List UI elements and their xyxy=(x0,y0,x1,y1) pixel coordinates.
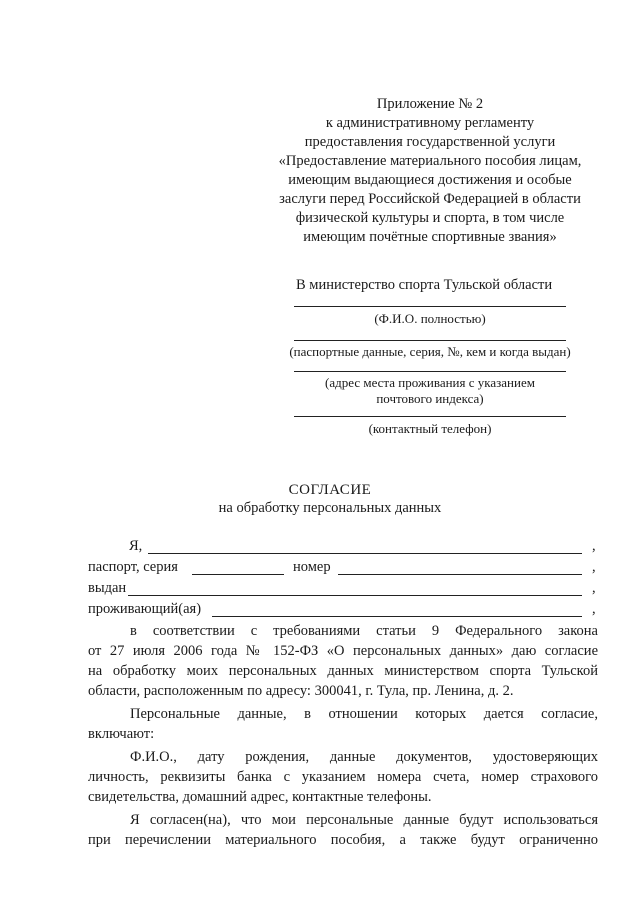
appendix-line: заслуги перед Российской Федерацией в области xyxy=(279,191,581,207)
paragraph-line: при перечислении материального пособия, а также будут ограниченно xyxy=(88,832,598,848)
address-input-line[interactable] xyxy=(294,371,566,372)
i-label: Я, xyxy=(129,538,143,554)
comma: , xyxy=(592,538,596,554)
paragraph-legal-basis xyxy=(88,641,598,701)
appendix-line: к административному регламенту xyxy=(325,115,535,131)
paragraph-line: от 27 июля 2006 года № 152-ФЗ «О персональных данных» даю согласие xyxy=(88,643,598,659)
paragraph-personal-data-intro-cont xyxy=(88,724,598,744)
passport-number-label: номер xyxy=(293,559,331,575)
paragraph-line: Я согласен(на), что мои персональные данные будут использоваться xyxy=(130,812,598,828)
appendix-line: имеющим почётные спортивные звания» xyxy=(303,229,557,245)
address-caption: (адрес места проживания с указанием xyxy=(325,375,535,390)
paragraph-consent-usage xyxy=(88,830,598,850)
paragraph-line: Персональные данные, в отношении которых дается согласие, xyxy=(130,706,598,722)
appendix-line: физической культуры и спорта, в том числе xyxy=(295,210,565,226)
i-name-input[interactable] xyxy=(148,553,582,554)
address-caption: почтового индекса) xyxy=(376,391,484,406)
phone-input-line[interactable] xyxy=(294,416,566,417)
residing-input[interactable] xyxy=(212,616,582,617)
appendix-line: предоставления государственной услуги xyxy=(304,134,556,150)
comma: , xyxy=(592,580,596,596)
comma: , xyxy=(592,601,596,617)
recipient-line: В министерство спорта Тульской области xyxy=(296,277,553,293)
residing-label: проживающий(ая) xyxy=(88,601,202,617)
paragraph-line: включают: xyxy=(88,726,155,742)
appendix-line: имеющим выдающиеся достижения и особые xyxy=(288,172,572,188)
issued-input[interactable] xyxy=(128,595,582,596)
paragraph-line: личность, реквизиты банка с указанием номера счета, номер страхового xyxy=(88,769,598,785)
fio-input-line[interactable] xyxy=(294,306,566,307)
passport-input-line[interactable] xyxy=(294,340,566,341)
passport-series-input[interactable] xyxy=(192,574,284,575)
passport-caption: (паспортные данные, серия, №, кем и когда выдан) xyxy=(289,344,571,359)
issued-label: выдан xyxy=(88,580,127,596)
fio-caption: (Ф.И.О. полностью) xyxy=(374,311,486,326)
appendix-line: «Предоставление материального пособия лицам, xyxy=(278,153,582,169)
passport-series-label: паспорт, серия xyxy=(88,559,178,575)
paragraph-line: в соответствии с требованиями статьи 9 Федерального закона xyxy=(130,623,598,639)
paragraph-line: на обработку моих персональных данных министерством спорта Тульской xyxy=(88,663,598,679)
paragraph-personal-data-list-first xyxy=(130,747,598,767)
paragraph-consent-usage-first xyxy=(130,810,598,830)
paragraph-line: Ф.И.О., дату рождения, данные документов, удостоверяющих xyxy=(130,749,598,765)
paragraph-personal-data-intro xyxy=(130,704,598,724)
paragraph-legal-basis-first xyxy=(130,621,598,641)
document-title: СОГЛАСИЕ xyxy=(288,482,372,498)
appendix-number: Приложение № 2 xyxy=(376,96,484,112)
paragraph-line: свидетельства, домашний адрес, контактные телефоны. xyxy=(88,789,432,805)
phone-caption: (контактный телефон) xyxy=(368,421,492,436)
document-subtitle: на обработку персональных данных xyxy=(218,500,442,516)
comma: , xyxy=(592,559,596,575)
paragraph-personal-data-list xyxy=(88,767,598,807)
passport-number-input[interactable] xyxy=(338,574,582,575)
paragraph-line: области, расположенным по адресу: 300041, г. Тула, пр. Ленина, д. 2. xyxy=(88,683,514,699)
